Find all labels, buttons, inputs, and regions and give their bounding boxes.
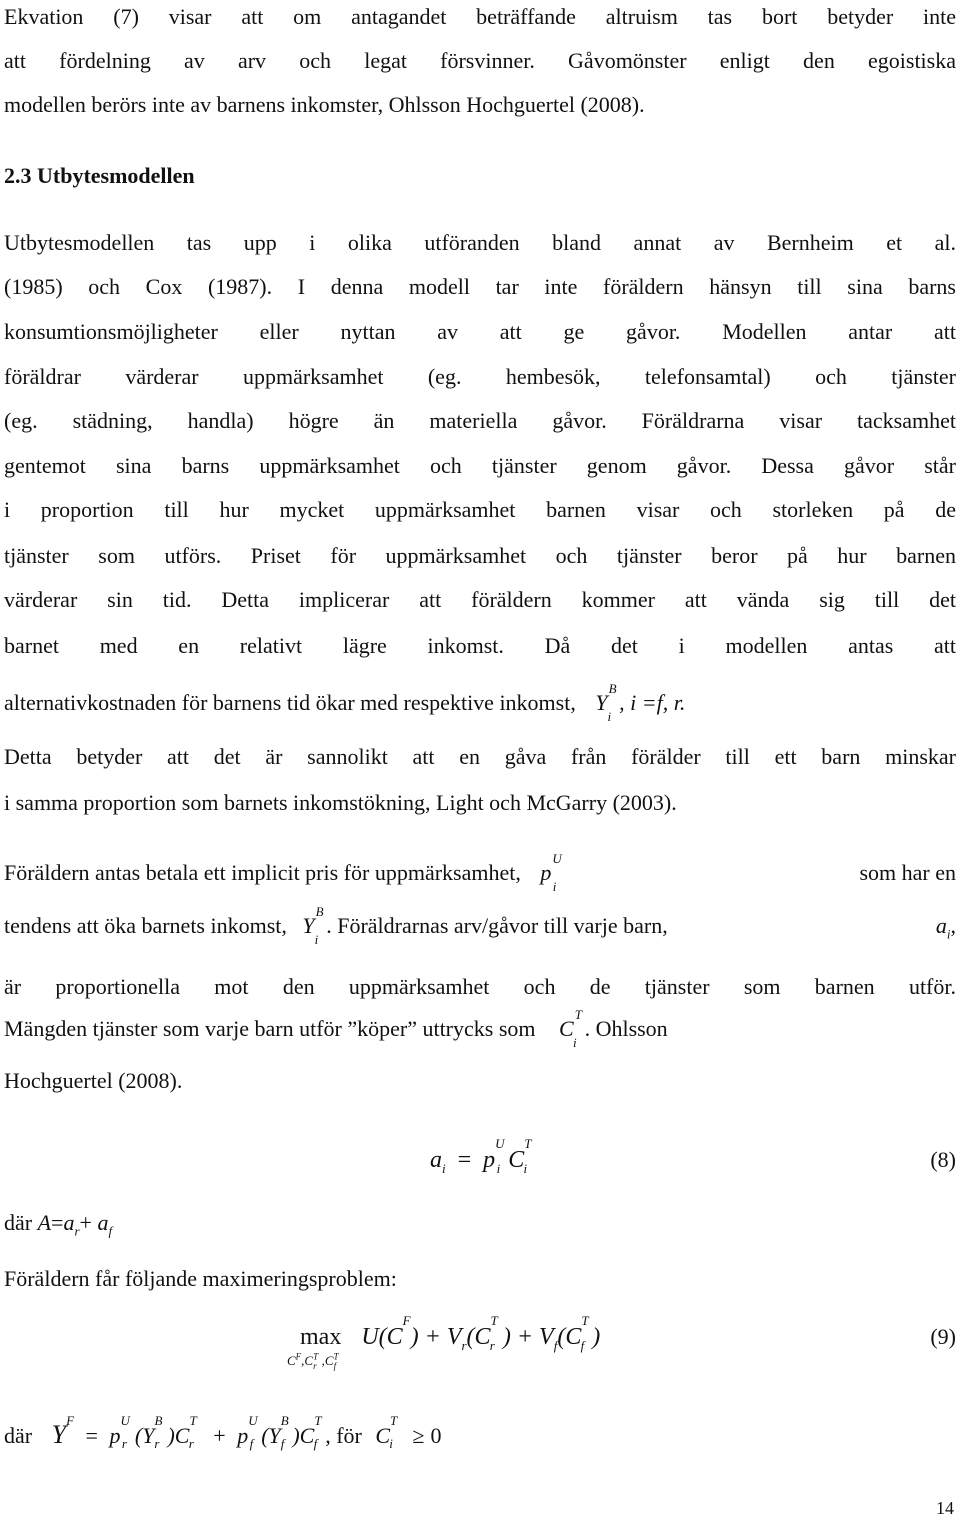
eq9-under-c: ,C bbox=[321, 1353, 334, 1368]
paragraph-3-line-4-text: Mängden tjänster som varje barn utför ”köper” uttrycks som bbox=[4, 1016, 536, 1041]
math-sup-u: U bbox=[552, 850, 562, 866]
sub-r: r bbox=[74, 1223, 80, 1239]
constraint-p-sub: r bbox=[121, 1436, 127, 1452]
constraint-c: )C bbox=[167, 1423, 190, 1448]
inline-math-index: , i =f, r. bbox=[619, 690, 686, 715]
constraint-p-sup: U bbox=[248, 1412, 258, 1428]
eq9-close-paren: ) bbox=[592, 1324, 601, 1350]
eq9-under-sup-f: F bbox=[295, 1351, 302, 1362]
paragraph-3-line-1-tail: som har en bbox=[859, 860, 956, 885]
eq8-c: C bbox=[508, 1147, 525, 1173]
constraint-prefix: där bbox=[4, 1423, 33, 1448]
eq8-c-sub: i bbox=[523, 1160, 528, 1176]
paragraph-2-line-4: föräldrar värderar uppmärksamhet (eg. hembesök, telefonsamtal) och tjänster bbox=[4, 364, 956, 389]
eq9-plus-v: ) + V bbox=[502, 1324, 554, 1350]
paragraph-2-line-12: Detta betyder att det är sannolikt att en gåva från förälder till ett barn minskar bbox=[4, 744, 956, 769]
eq9-under-c: C bbox=[287, 1353, 296, 1368]
paragraph-2-line-1: Utbytesmodellen tas upp i olika utföranden bland annat av Bernheim et al. bbox=[4, 230, 956, 255]
paragraph-2-line-8: tjänster som utförs. Priset för uppmärksamhet och tjänster beror på hur barnen bbox=[4, 543, 956, 568]
paragraph-3-line-1-text: Föräldern antas betala ett implicit pris för uppmärksamhet, bbox=[4, 860, 521, 885]
equation-9-number: (9) bbox=[930, 1324, 956, 1349]
math-symbol-a: a bbox=[935, 913, 947, 938]
inline-math-piu bbox=[540, 850, 564, 895]
constraint-plus: + bbox=[213, 1423, 226, 1448]
eq8-lhs-sub: i bbox=[442, 1160, 446, 1176]
constraint-zero: 0 bbox=[430, 1423, 442, 1448]
eq9-c: (C bbox=[557, 1324, 582, 1350]
eq9-sub-f: f bbox=[580, 1337, 585, 1353]
math-symbol-p: p bbox=[540, 860, 552, 885]
eq8-c-sup: T bbox=[524, 1136, 532, 1151]
eq8-p-sub: i bbox=[496, 1160, 501, 1176]
paragraph-2-line-5: (eg. städning, handla) högre än materiella gåvor. Föräldrarna visar tacksamhet bbox=[4, 408, 956, 433]
constraint-y-term: (Y bbox=[261, 1423, 281, 1448]
paragraph-3-line-4-tail: . Ohlsson bbox=[584, 1016, 668, 1041]
equation-8-number: (8) bbox=[930, 1147, 956, 1172]
paragraph-3-line-2-text: tendens att öka barnets inkomst, bbox=[4, 913, 287, 938]
eq9-sup-f: F bbox=[402, 1313, 411, 1328]
paragraph-2-line-3: konsumtionsmöjligheter eller nyttan av att ge gåvor. Modellen antar att bbox=[4, 319, 956, 344]
var-a: a bbox=[97, 1210, 109, 1235]
eq8-equals: = bbox=[457, 1147, 472, 1173]
constraint-y-sup: B bbox=[280, 1412, 289, 1428]
math-sup-b: B bbox=[608, 680, 617, 696]
paragraph-2-line-10: barnet med en relativt lägre inkomst. Då det i modellen antas att bbox=[4, 633, 956, 658]
math-sup-b: B bbox=[315, 903, 324, 919]
constraint-y-term: (Y bbox=[134, 1423, 155, 1448]
paragraph-2-line-7: i proportion till hur mycket uppmärksamhet barnen visar och storleken på de bbox=[4, 497, 956, 522]
eq9-max: max bbox=[300, 1324, 342, 1350]
paragraph-3-line-2-tail: . Föräldrarnas arv/gåvor till varje barn, bbox=[326, 913, 668, 938]
constraint-p: p bbox=[237, 1423, 249, 1448]
eq9-sub-r: r bbox=[489, 1337, 495, 1353]
page-number: 14 bbox=[936, 1498, 954, 1518]
paragraph-3-line-2 bbox=[4, 903, 956, 948]
paragraph-2-line-11 bbox=[4, 680, 956, 725]
math-sub-i: i bbox=[607, 709, 612, 725]
eq9-plus-v: ) + V bbox=[410, 1324, 462, 1350]
equation-8 bbox=[430, 1136, 535, 1176]
math-sup-t: T bbox=[574, 1006, 582, 1022]
constraint-for: , för bbox=[325, 1423, 362, 1448]
eq9-sup-t: T bbox=[581, 1313, 589, 1328]
math-sub-i: i bbox=[572, 1035, 577, 1051]
math-sub-i: i bbox=[946, 926, 951, 942]
eq9-under-sub-r: r bbox=[313, 1360, 317, 1371]
math-sub-i: i bbox=[552, 879, 557, 895]
constraint-c-sub: r bbox=[188, 1436, 194, 1452]
paragraph-3-line-4 bbox=[4, 1006, 956, 1051]
constraint-y: Y bbox=[51, 1420, 67, 1449]
inline-math-yib-2 bbox=[302, 903, 326, 948]
constraint-equals: = bbox=[85, 1423, 98, 1448]
eq9-under-sup-t: T bbox=[313, 1351, 319, 1362]
constraint-c-sub: f bbox=[313, 1436, 318, 1452]
plus: + bbox=[79, 1210, 92, 1235]
math-symbol-y: Y bbox=[595, 690, 608, 715]
paragraph-3-line-1 bbox=[4, 850, 956, 895]
constraint-y-sub: f bbox=[280, 1436, 285, 1452]
var-a-capital: A bbox=[37, 1210, 52, 1235]
math-symbol-y: Y bbox=[302, 913, 315, 938]
eq9-under-c: ,C bbox=[301, 1353, 314, 1368]
where-prefix: där bbox=[4, 1210, 33, 1235]
constraint-c: )C bbox=[292, 1423, 315, 1448]
constraint-c-sub: i bbox=[389, 1436, 393, 1452]
inline-math-cit bbox=[559, 1006, 585, 1051]
eq9-max-subscript bbox=[287, 1353, 341, 1369]
paragraph-1-line-1: Ekvation (7) visar att om antagandet beträffande altruism tas bort betyder inte bbox=[4, 4, 956, 29]
paragraph-2-line-11-text: alternativkostnaden för barnens tid ökar med respektive inkomst, bbox=[4, 690, 576, 715]
paragraph-3-line-5: Hochguertel (2008). bbox=[4, 1068, 183, 1093]
paragraph-1-line-2: att fördelning av arv och legat försvinner. Gåvomönster enligt den egoistiska bbox=[4, 48, 956, 73]
eq9-under-sub-f: f bbox=[333, 1360, 337, 1371]
section-heading: 2.3 Utbytesmodellen bbox=[4, 163, 195, 188]
eq9-under-sup-t: T bbox=[333, 1351, 339, 1362]
paragraph-2-line-6: gentemot sina barns uppmärksamhet och tjänster genom gåvor. Dessa gåvor står bbox=[4, 453, 956, 478]
constraint-c: C bbox=[375, 1423, 391, 1448]
constraint-line bbox=[4, 1412, 442, 1452]
paragraph-2-line-9: värderar sin tid. Detta implicerar att föräldern kommer att vända sig till det bbox=[4, 587, 956, 612]
constraint-c-sup: T bbox=[390, 1412, 398, 1428]
inline-math-yib bbox=[595, 680, 619, 725]
eq9-u-c: U(C bbox=[361, 1324, 403, 1350]
eq8-lhs-a: a bbox=[430, 1147, 442, 1173]
eq8-p: p bbox=[483, 1147, 496, 1173]
inline-var-ai bbox=[935, 913, 956, 942]
constraint-c-sup: T bbox=[189, 1412, 197, 1428]
math-symbol-c: C bbox=[559, 1016, 574, 1041]
constraint-p-sup: U bbox=[120, 1412, 130, 1428]
comma: , bbox=[950, 913, 956, 938]
where-a-line bbox=[4, 1210, 956, 1239]
constraint-y-sup: B bbox=[154, 1412, 163, 1428]
eq8-p-sup: U bbox=[495, 1136, 505, 1151]
max-problem-intro: Föräldern får följande maximeringsproblem: bbox=[4, 1266, 397, 1291]
constraint-y-sup: F bbox=[66, 1412, 75, 1428]
equals: = bbox=[51, 1210, 64, 1235]
constraint-y-sub: r bbox=[154, 1436, 160, 1452]
eq9-sub-r: r bbox=[461, 1337, 467, 1353]
constraint-p: p bbox=[109, 1423, 121, 1448]
constraint-c-sup: T bbox=[314, 1412, 322, 1428]
paragraph-2-line-13: i samma proportion som barnets inkomstökning, Light och McGarry (2003). bbox=[4, 790, 677, 815]
eq9-c: (C bbox=[466, 1324, 491, 1350]
constraint-p-sub: f bbox=[249, 1436, 254, 1452]
eq9-sup-t: T bbox=[490, 1313, 498, 1328]
paragraph-1-line-3: modellen berörs inte av barnens inkomster, Ohlsson Hochguertel (2008). bbox=[4, 92, 645, 117]
paragraph-3-line-3: är proportionella mot den uppmärksamhet och de tjänster som barnen utför. bbox=[4, 974, 956, 999]
constraint-geq: ≥ bbox=[412, 1423, 425, 1448]
math-sub-i: i bbox=[314, 932, 319, 948]
sub-f: f bbox=[108, 1223, 113, 1239]
paragraph-2-line-2: (1985) och Cox (1987). I denna modell tar inte föräldern hänsyn till sina barns bbox=[4, 274, 956, 299]
equation-9 bbox=[300, 1313, 601, 1353]
var-a: a bbox=[63, 1210, 75, 1235]
eq9-sub-f: f bbox=[553, 1337, 558, 1353]
